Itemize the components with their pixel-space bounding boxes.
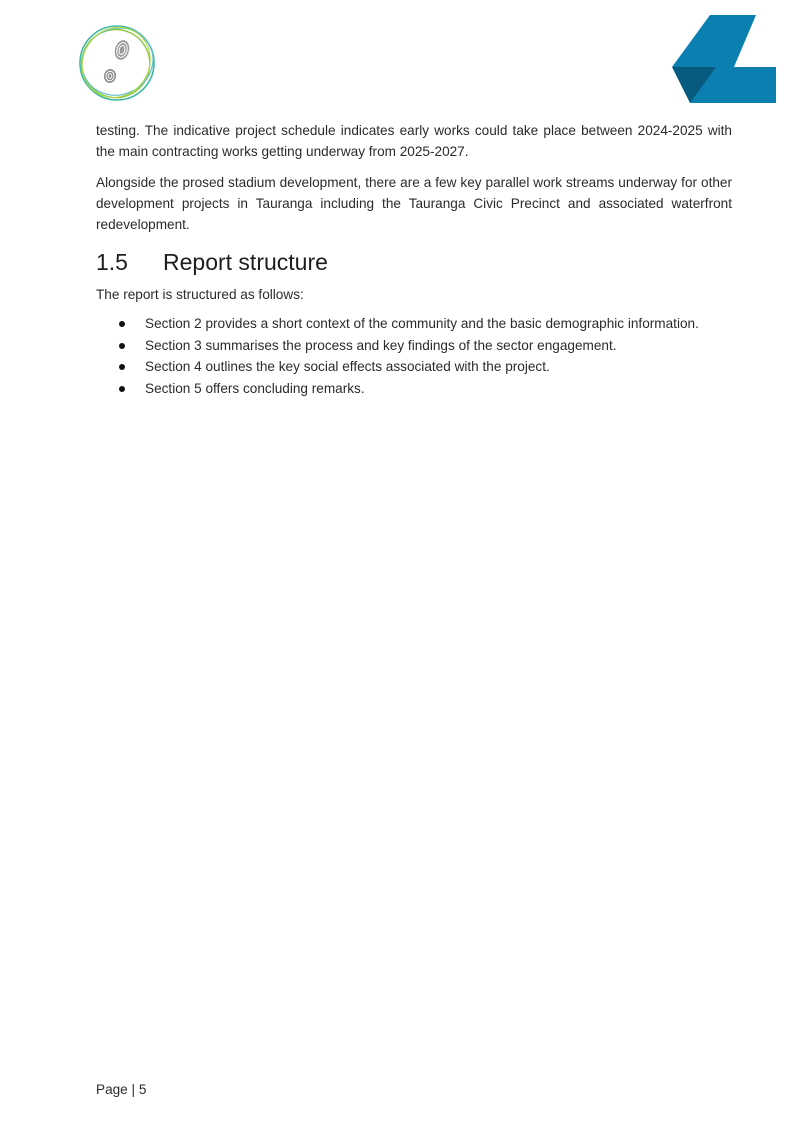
- paragraph-schedule: testing. The indicative project schedule indicates early works could take place between 2024-2025 with the main contracting works getting underway from 2025-2027.: [96, 123, 732, 159]
- section-heading: [96, 249, 732, 276]
- bullet-list: [96, 313, 732, 399]
- bullet-icon: [119, 386, 125, 392]
- bullet-icon: [119, 321, 125, 327]
- list-item-text: Section 2 provides a short context of the community and the basic demographic information.: [145, 316, 699, 331]
- list-item: [96, 313, 732, 335]
- list-item: [96, 356, 732, 378]
- list-item: [96, 335, 732, 357]
- footprints-circle-logo-icon: [76, 22, 158, 104]
- paragraph-parallel-workstreams: Alongside the prosed stadium development, there are a few key parallel work streams underway for other development projects in Tauranga including the Tauranga Civic Precinct and associated waterfront redevelopment.: [96, 175, 732, 232]
- list-item-text: Section 5 offers concluding remarks.: [145, 380, 365, 396]
- list-item: [96, 378, 732, 400]
- body-content: [96, 120, 732, 399]
- section-intro: The report is structured as follows:: [96, 287, 304, 302]
- page-number-footer: Page | 5: [96, 1082, 147, 1097]
- section-number: 1.5: [96, 249, 128, 275]
- list-item-text: Section 4 outlines the key social effects associated with the project.: [145, 359, 550, 374]
- bullet-icon: [119, 343, 125, 349]
- blue-z-logo-icon: [670, 15, 778, 103]
- list-item-text: Section 3 summarises the process and key findings of the sector engagement.: [145, 337, 617, 353]
- bullet-icon: [119, 364, 125, 370]
- section-title: Report structure: [163, 249, 328, 275]
